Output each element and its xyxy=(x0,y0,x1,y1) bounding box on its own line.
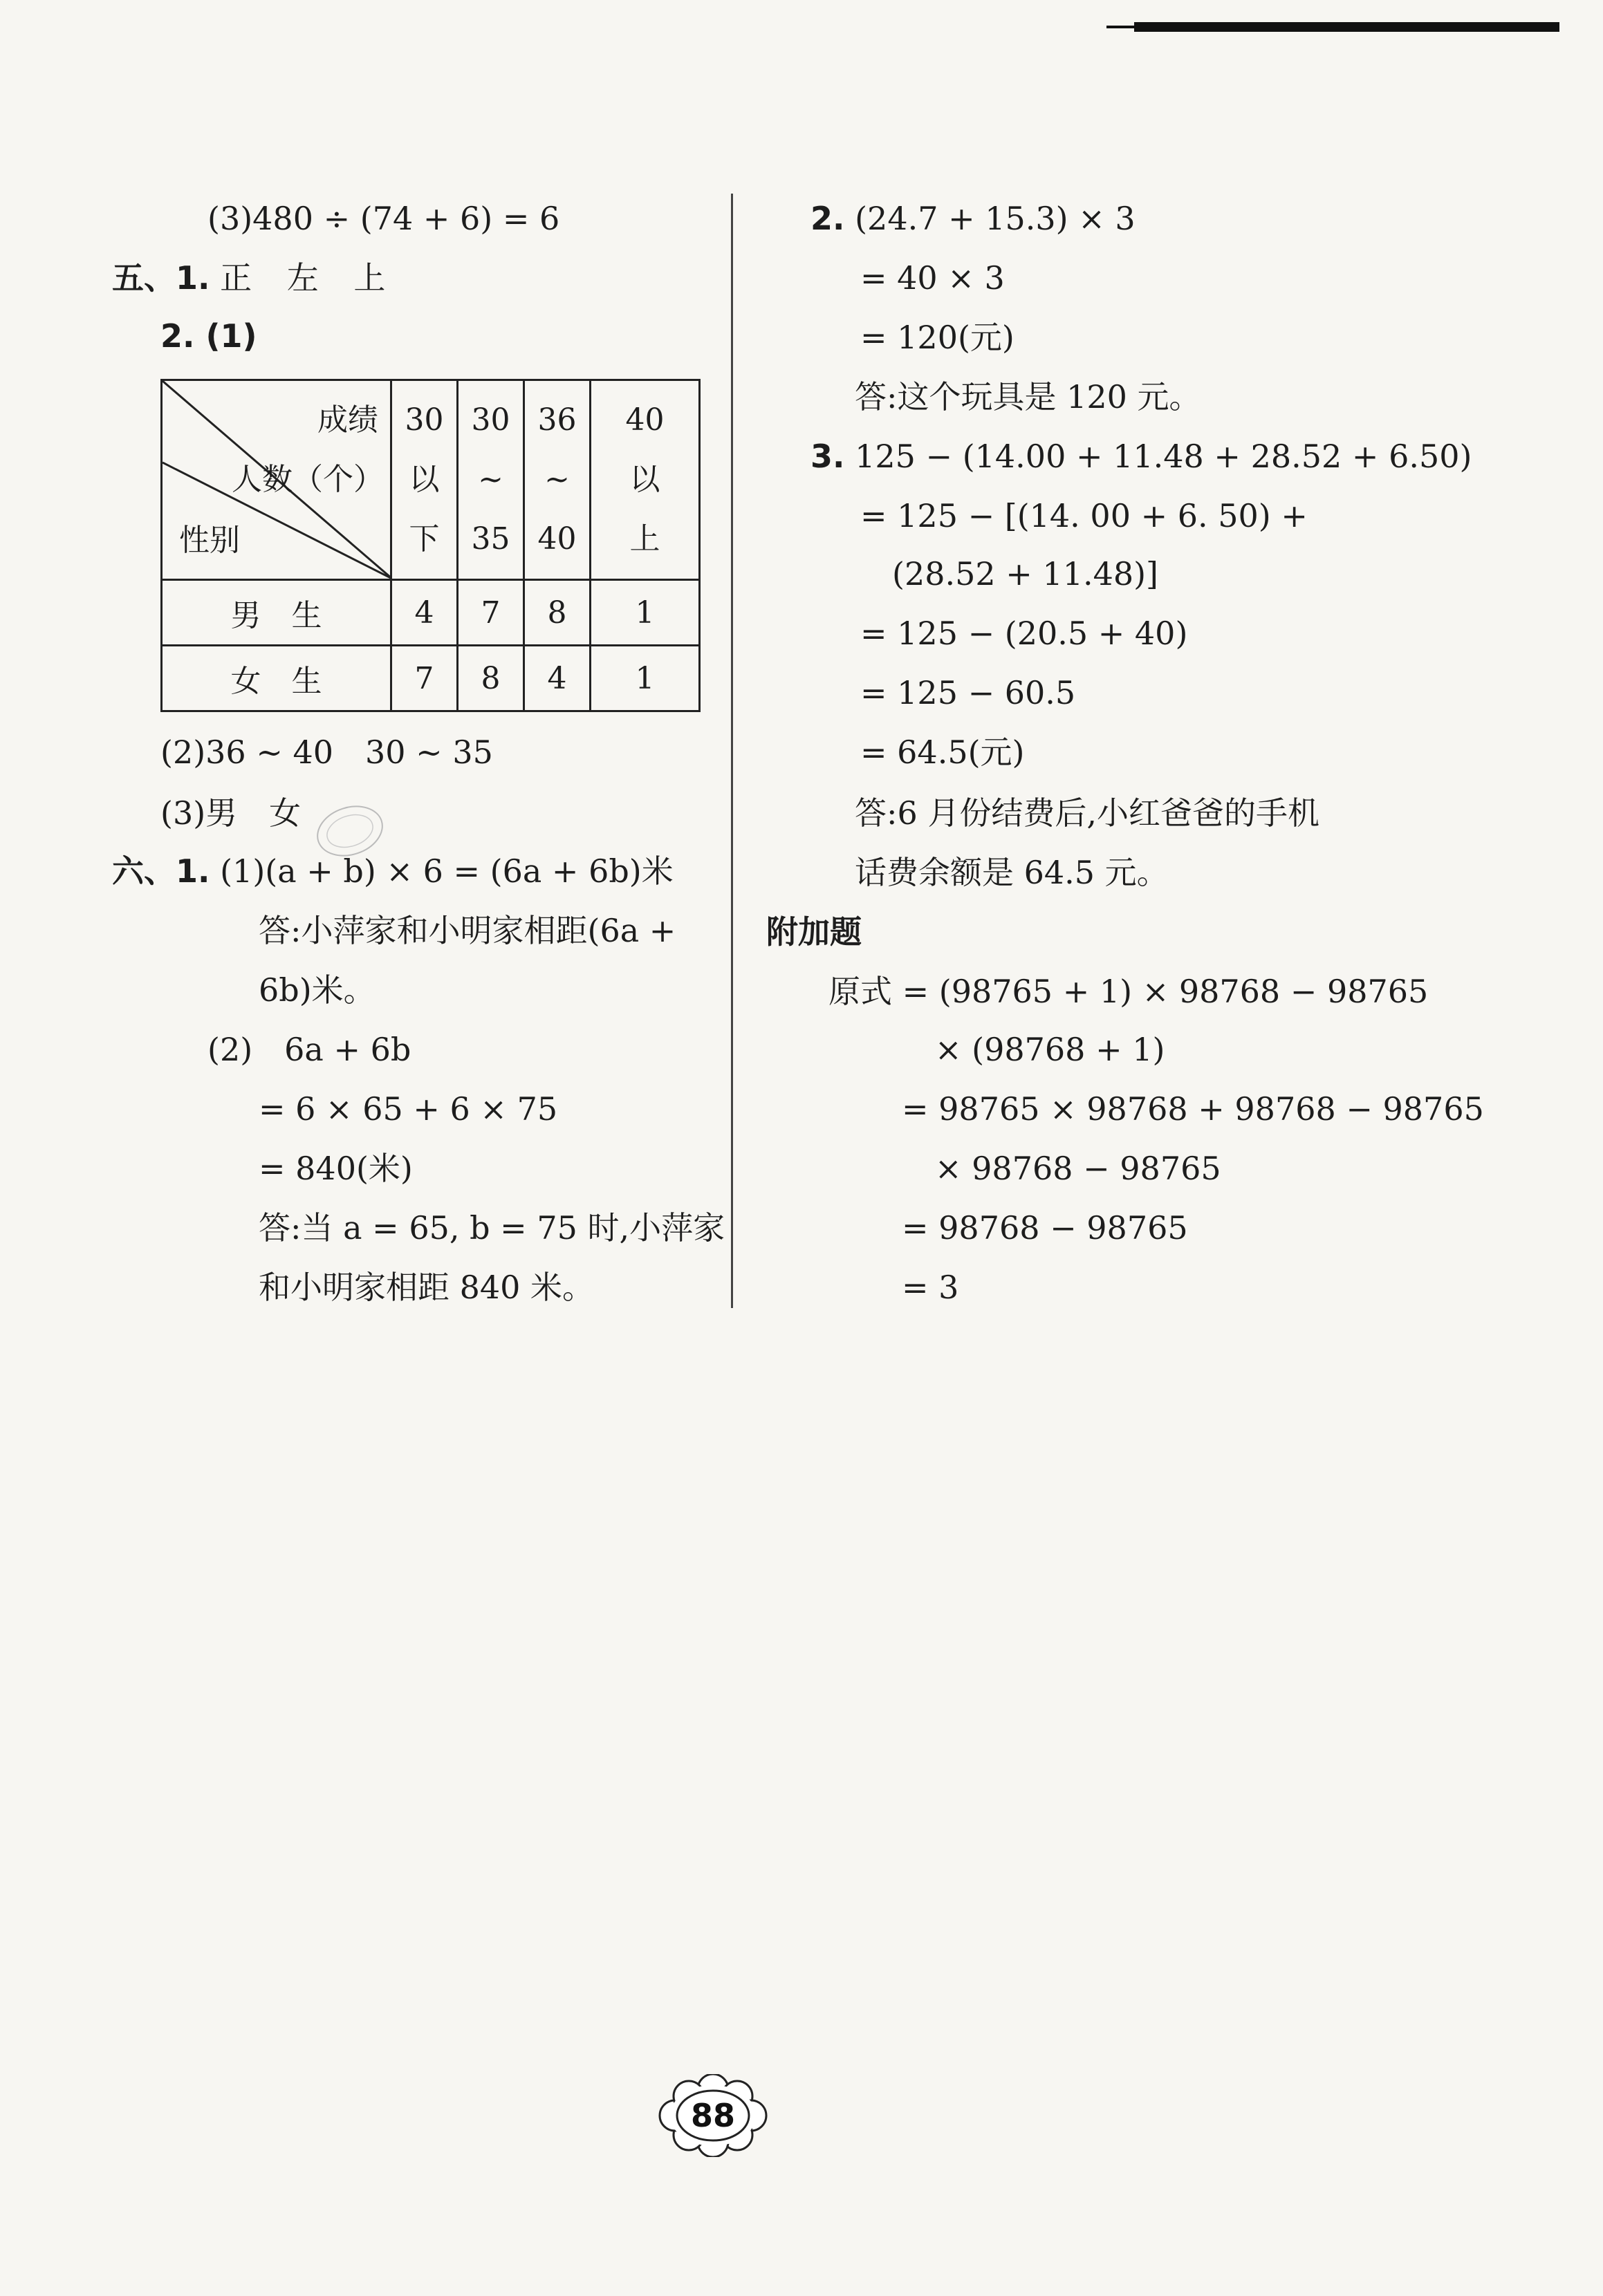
answer-line: (2) 6a + 6b xyxy=(207,1031,411,1068)
answer-line: = 98768 − 98765 xyxy=(902,1209,1188,1247)
answer-line: (28.52 + 11.48)] xyxy=(892,555,1159,592)
answer-word: 正 xyxy=(220,259,252,297)
answer-line: (2)36 ~ 40 30 ~ 35 xyxy=(160,734,493,771)
column-header: 36 ~ 40 xyxy=(524,380,591,580)
section-5-q2-label: 2. (1) xyxy=(160,317,257,355)
answer-line: 答:当 a = 65, b = 75 时,小萍家 xyxy=(259,1209,725,1247)
question-number: 3. xyxy=(810,438,845,475)
right-q2 xyxy=(810,199,1136,238)
answer-line: = 125 − [(14. 00 + 6. 50) + xyxy=(860,497,1308,534)
answer-line: × 98768 − 98765 xyxy=(935,1150,1221,1187)
answer-line: = 125 − (20.5 + 40) xyxy=(860,615,1188,652)
question-number: 2. xyxy=(810,200,845,237)
table-cell: 8 xyxy=(458,646,524,711)
answer-line: 6b)米。 xyxy=(259,971,376,1009)
column-header: 30 ~ 35 xyxy=(458,380,524,580)
answer-line: 答:小萍家和小明家相距(6a + xyxy=(259,912,676,949)
answer-line: = 840(米) xyxy=(259,1150,413,1187)
answer-line: 和小明家相距 840 米。 xyxy=(259,1269,595,1306)
row-label: 男 生 xyxy=(162,580,391,646)
answer-line: 答:这个玩具是 120 元。 xyxy=(855,378,1201,416)
answer-line: (3)男 女 xyxy=(160,794,302,832)
section-5-q1 xyxy=(112,259,385,297)
table-cell: 1 xyxy=(591,646,700,711)
table-row xyxy=(162,646,700,711)
column-divider xyxy=(731,194,733,1308)
answer-line: 答:6 月份结费后,小红爸爸的手机 xyxy=(855,794,1320,832)
answer-line: = 125 − 60.5 xyxy=(860,674,1076,711)
right-q3 xyxy=(810,437,1472,476)
answer-line: = 64.5(元) xyxy=(860,734,1025,771)
answer-line: 原式 = (98765 + 1) × 98768 − 98765 xyxy=(828,973,1429,1010)
answer-line: = 6 × 65 + 6 × 75 xyxy=(259,1090,558,1128)
table-cell: 4 xyxy=(391,580,458,646)
score-table xyxy=(160,379,701,712)
header-gender: 性别 xyxy=(179,523,240,558)
section-5-label: 五、1. xyxy=(112,259,210,297)
page-number: 88 xyxy=(690,2097,736,2134)
answer-line: (24.7 + 15.3) × 3 xyxy=(855,200,1136,237)
extra-question-title: 附加题 xyxy=(766,913,862,951)
header-rule xyxy=(1134,22,1559,32)
table-cell: 8 xyxy=(524,580,591,646)
answer-line: (3)480 ÷ (74 + 6) = 6 xyxy=(207,200,560,237)
section-6-q1 xyxy=(112,852,674,890)
answer-word: 上 xyxy=(353,259,386,297)
table-cell: 1 xyxy=(591,580,700,646)
diagonal-header-cell xyxy=(162,380,391,580)
column-header: 30 以 下 xyxy=(391,380,458,580)
page-number-badge xyxy=(654,2074,772,2157)
section-6-label: 六、1. xyxy=(112,852,210,890)
column-header: 40 以 上 xyxy=(591,380,700,580)
header-score: 成绩 xyxy=(317,402,378,438)
table-cell: 7 xyxy=(391,646,458,711)
table-cell: 4 xyxy=(524,646,591,711)
flower-badge-icon xyxy=(654,2074,772,2157)
table-cell: 7 xyxy=(458,580,524,646)
answer-line: 125 − (14.00 + 11.48 + 28.52 + 6.50) xyxy=(855,438,1472,475)
answer-line: 话费余额是 64.5 元。 xyxy=(855,854,1169,891)
table-row xyxy=(162,580,700,646)
answer-line: × (98768 + 1) xyxy=(935,1031,1165,1068)
answer-line: = 3 xyxy=(902,1269,959,1306)
header-count: 人数（个） xyxy=(232,462,384,497)
answer-line: = 120(元) xyxy=(860,319,1014,356)
answer-word: 左 xyxy=(286,259,319,297)
answer-line: (1)(a + b) × 6 = (6a + 6b)米 xyxy=(220,852,674,890)
answer-line: = 98765 × 98768 + 98768 − 98765 xyxy=(902,1090,1484,1128)
answer-line: = 40 × 3 xyxy=(860,259,1005,297)
row-label: 女 生 xyxy=(162,646,391,711)
